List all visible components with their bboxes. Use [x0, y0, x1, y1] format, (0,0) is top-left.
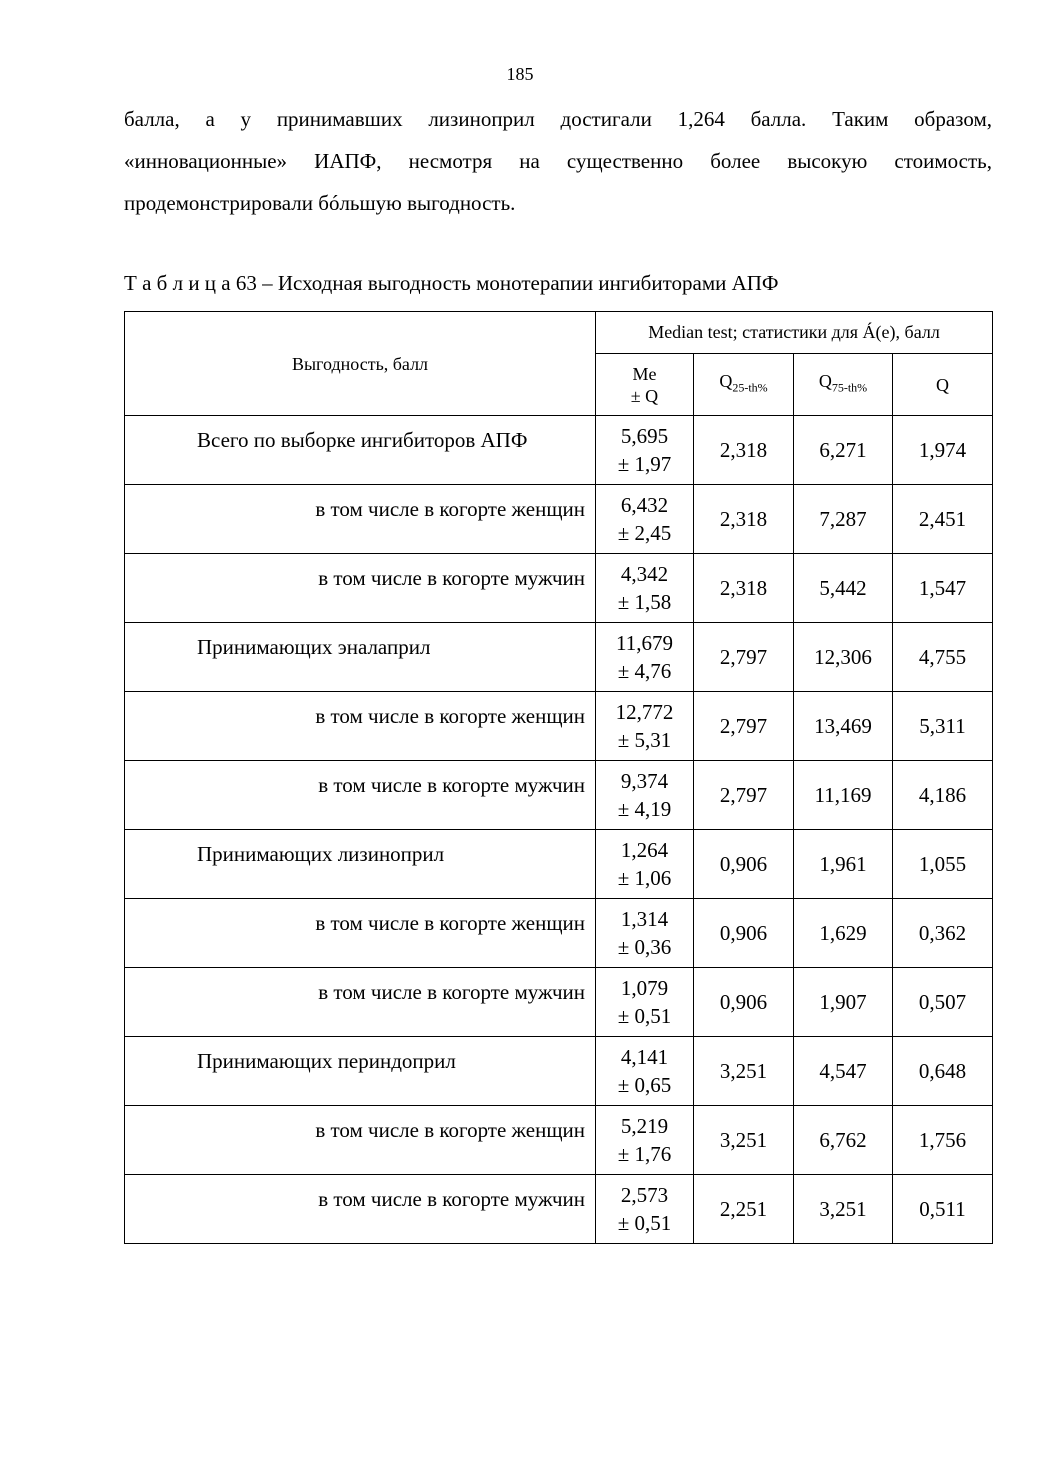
cell-q25: 2,318 [694, 554, 794, 623]
cell-me [596, 1037, 694, 1106]
header-q75-base: Q [818, 371, 832, 392]
cell-me-deviation: ± 4,19 [617, 797, 672, 821]
cell-q25: 2,318 [694, 485, 794, 554]
cell-me-deviation: ± 0,36 [617, 935, 672, 959]
cell-me [596, 554, 694, 623]
row-label: в том числе в когорте мужчин [125, 968, 596, 1037]
cell-me-value: 9,374 [620, 769, 669, 793]
cell-me-deviation: ± 5,31 [617, 728, 672, 752]
row-label: в том числе в когорте женщин [125, 692, 596, 761]
header-q75 [794, 354, 893, 416]
row-label: в том числе в когорте мужчин [125, 1175, 596, 1244]
cell-me-deviation: ± 0,51 [617, 1211, 672, 1235]
data-table [124, 311, 993, 1244]
cell-q25: 0,906 [694, 830, 794, 899]
header-q25 [694, 354, 794, 416]
cell-me [596, 899, 694, 968]
cell-q75: 7,287 [794, 485, 893, 554]
cell-q75: 12,306 [794, 623, 893, 692]
table-row [125, 968, 993, 1037]
row-label: в том числе в когорте женщин [125, 1106, 596, 1175]
cell-me [596, 692, 694, 761]
table-body [125, 416, 993, 1244]
cell-q: 0,511 [893, 1175, 993, 1244]
table-row [125, 899, 993, 968]
cell-q25: 2,797 [694, 623, 794, 692]
cell-q75: 3,251 [794, 1175, 893, 1244]
cell-me-deviation: ± 4,76 [617, 659, 672, 683]
cell-me [596, 623, 694, 692]
cell-me-value: 12,772 [615, 700, 674, 724]
header-me [596, 354, 694, 416]
cell-q25: 0,906 [694, 968, 794, 1037]
table-row [125, 830, 993, 899]
cell-q25: 2,318 [694, 416, 794, 485]
cell-q: 5,311 [893, 692, 993, 761]
table-row [125, 761, 993, 830]
cell-me-deviation: ± 0,65 [617, 1073, 672, 1097]
row-label: Принимающих эналаприл [125, 623, 596, 692]
cell-me-value: 2,573 [620, 1183, 669, 1207]
cell-me-value: 4,141 [620, 1045, 669, 1069]
cell-q75: 6,271 [794, 416, 893, 485]
header-q: Q [893, 354, 993, 416]
paragraph-line: продемонстрировали бóльшую выгодность. [124, 191, 516, 215]
cell-q75: 11,169 [794, 761, 893, 830]
page-number: 185 [506, 64, 534, 84]
row-label: в том числе в когорте женщин [125, 485, 596, 554]
body-paragraph [124, 98, 992, 224]
cell-q25: 2,797 [694, 761, 794, 830]
table-row [125, 623, 993, 692]
cell-me-value: 1,264 [620, 838, 669, 862]
table-row [125, 692, 993, 761]
table-row [125, 416, 993, 485]
table-caption: Т а б л и ц а 63 – Исходная выгодность монотерапии ингибиторами АПФ [124, 271, 779, 295]
cell-me-deviation: ± 1,06 [617, 866, 672, 890]
cell-q: 1,055 [893, 830, 993, 899]
cell-me-deviation: ± 1,76 [617, 1142, 672, 1166]
cell-me [596, 1106, 694, 1175]
cell-me-deviation: ± 0,51 [617, 1004, 672, 1028]
cell-q25: 3,251 [694, 1037, 794, 1106]
cell-me [596, 416, 694, 485]
cell-me-value: 1,314 [620, 907, 669, 931]
cell-q: 1,547 [893, 554, 993, 623]
row-label: Принимающих периндоприл [125, 1037, 596, 1106]
cell-q75: 5,442 [794, 554, 893, 623]
cell-q25: 0,906 [694, 899, 794, 968]
header-row-label: Выгодность, балл [125, 312, 596, 416]
table-row [125, 485, 993, 554]
header-q75-sub: 75-th% [831, 380, 868, 395]
paragraph-line: балла, а у принимавших лизиноприл достигали 1,264 балла. Таким образом, [124, 107, 992, 131]
table-row [125, 1037, 993, 1106]
cell-q75: 1,629 [794, 899, 893, 968]
row-label: в том числе в когорте мужчин [125, 554, 596, 623]
row-label: Принимающих лизиноприл [125, 830, 596, 899]
header-me-line1: Me [632, 363, 657, 384]
cell-q: 1,974 [893, 416, 993, 485]
header-group-label: Median test; статистики для Á(e), балл [596, 312, 993, 354]
cell-me [596, 485, 694, 554]
cell-me-value: 5,695 [620, 424, 669, 448]
table-row [125, 1175, 993, 1244]
cell-q75: 6,762 [794, 1106, 893, 1175]
table-row [125, 554, 993, 623]
header-me-line2: ± Q [630, 385, 659, 406]
cell-me [596, 830, 694, 899]
cell-me [596, 761, 694, 830]
cell-me-deviation: ± 1,97 [617, 452, 672, 476]
cell-me-deviation: ± 2,45 [617, 521, 672, 545]
cell-me-value: 5,219 [620, 1114, 669, 1138]
cell-q: 2,451 [893, 485, 993, 554]
cell-q: 1,756 [893, 1106, 993, 1175]
row-label: в том числе в когорте мужчин [125, 761, 596, 830]
cell-me-deviation: ± 1,58 [617, 590, 672, 614]
paragraph-line: «инновационные» ИАПФ, несмотря на существенно более высокую стоимость, [124, 149, 992, 173]
cell-me-value: 11,679 [616, 631, 673, 655]
cell-q: 0,362 [893, 899, 993, 968]
cell-me [596, 968, 694, 1037]
cell-q: 0,507 [893, 968, 993, 1037]
cell-q: 4,186 [893, 761, 993, 830]
row-label: Всего по выборке ингибиторов АПФ [125, 416, 596, 485]
cell-q: 0,648 [893, 1037, 993, 1106]
header-q25-sub: 25-th% [732, 380, 768, 395]
cell-me-value: 6,432 [620, 493, 669, 517]
cell-q25: 2,797 [694, 692, 794, 761]
cell-me-value: 1,079 [620, 976, 669, 1000]
cell-me [596, 1175, 694, 1244]
cell-q75: 1,907 [794, 968, 893, 1037]
cell-q: 4,755 [893, 623, 993, 692]
cell-q25: 3,251 [694, 1106, 794, 1175]
cell-q75: 13,469 [794, 692, 893, 761]
table-row [125, 1106, 993, 1175]
header-q25-base: Q [719, 371, 733, 392]
cell-me-value: 4,342 [620, 562, 669, 586]
cell-q25: 2,251 [694, 1175, 794, 1244]
cell-q75: 4,547 [794, 1037, 893, 1106]
row-label: в том числе в когорте женщин [125, 899, 596, 968]
cell-q75: 1,961 [794, 830, 893, 899]
